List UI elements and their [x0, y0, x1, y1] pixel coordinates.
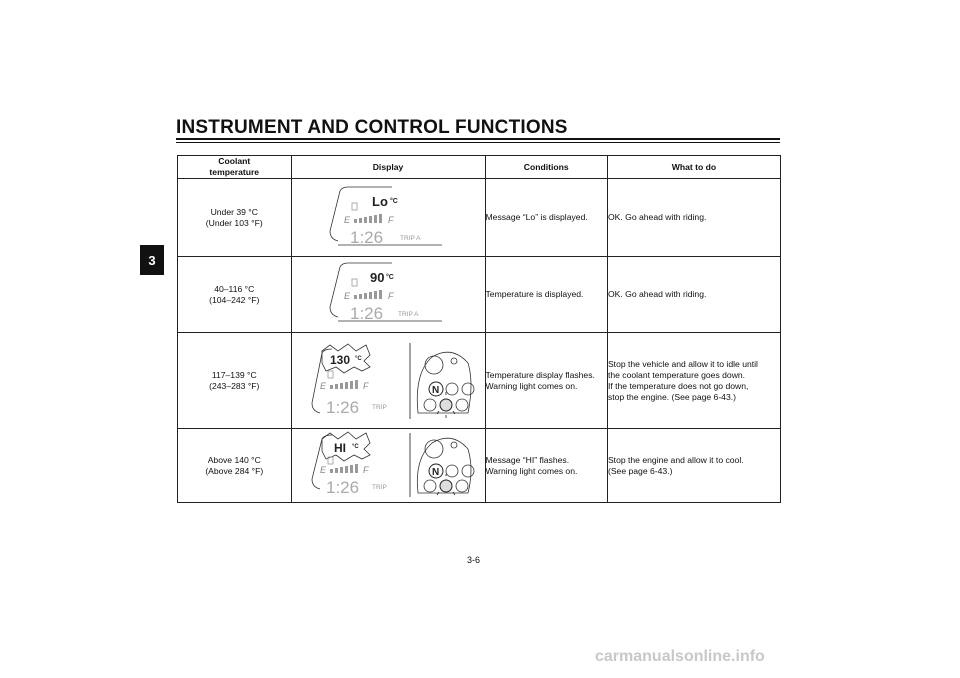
temperature-readout: HI	[333, 441, 346, 455]
fi-light-icon	[446, 383, 458, 395]
what-to-do-cell: OK. Go ahead with riding.	[607, 257, 780, 333]
fuel-gauge-bars	[330, 380, 358, 389]
trip-label: TRIP A	[397, 311, 418, 318]
turn-left-icon	[424, 480, 436, 492]
conditions-cell: Temperature display flashes. Warning light comes on.	[485, 333, 607, 429]
full-label: F	[387, 215, 394, 225]
clock-readout: 1:26	[325, 478, 359, 497]
clock-readout: 1:26	[325, 398, 359, 417]
temperature-cell: Under 39 °C (Under 103 °F)	[178, 179, 292, 257]
full-label: F	[362, 381, 369, 391]
unit-label: °C	[385, 274, 394, 281]
display-cell	[291, 257, 485, 333]
temperature-cell: 117–139 °C (243–283 °F)	[178, 333, 292, 429]
empty-label: E	[343, 215, 350, 225]
turn-right-icon	[456, 399, 468, 411]
coolant-temperature-table	[177, 155, 781, 503]
table-row	[178, 257, 781, 333]
full-label: F	[387, 291, 394, 301]
fuel-gauge-bars	[354, 214, 382, 223]
page-title: INSTRUMENT AND CONTROL FUNCTIONS	[176, 117, 568, 138]
tachometer-icon	[425, 440, 443, 458]
fuel-pump-icon	[352, 279, 357, 286]
fuel-pump-icon	[352, 203, 357, 210]
temperature-cell: Above 140 °C (Above 284 °F)	[178, 429, 292, 503]
coolant-warning-light-icon	[440, 480, 452, 492]
title-rule	[176, 138, 780, 140]
chapter-tab: 3	[140, 245, 164, 275]
header-display: Display	[291, 156, 485, 179]
header-what-to-do: What to do	[607, 156, 780, 179]
clock-readout: 1:26	[349, 304, 383, 323]
table-row	[178, 429, 781, 503]
temperature-cell: 40–116 °C (104–242 °F)	[178, 257, 292, 333]
empty-label: E	[319, 381, 326, 391]
temperature-readout: 90	[369, 270, 384, 285]
clock-readout: 1:26	[349, 228, 383, 247]
lcd-warning-illustration	[292, 429, 485, 499]
empty-label: E	[319, 465, 326, 475]
fuel-pump-icon	[328, 371, 333, 378]
display-cell	[291, 333, 485, 429]
lcd-warning-illustration	[292, 333, 485, 425]
table-row	[178, 179, 781, 257]
fi-light-icon	[446, 465, 458, 477]
empty-label: E	[343, 291, 350, 301]
header-coolant: Coolant temperature	[178, 156, 292, 179]
unit-label: °C	[389, 198, 398, 205]
temperature-readout: 130	[329, 353, 350, 367]
conditions-cell: Message “HI” flashes. Warning light comes on.	[485, 429, 607, 503]
conditions-cell: Temperature is displayed.	[485, 257, 607, 333]
display-cell	[291, 429, 485, 503]
unit-label: °C	[351, 444, 359, 450]
full-label: F	[362, 465, 369, 475]
neutral-label: N	[431, 467, 439, 478]
lcd-display-illustration	[292, 179, 485, 253]
what-to-do-cell: Stop the vehicle and allow it to idle until the coolant temperature goes down. If the temperature does not go down, stop the engine. (See page 6-43.)	[607, 333, 780, 429]
tachometer-icon	[425, 356, 443, 374]
what-to-do-cell: Stop the engine and allow it to cool. (See page 6-43.)	[607, 429, 780, 503]
header-conditions: Conditions	[485, 156, 607, 179]
trip-label: TRIP	[371, 404, 387, 411]
fuel-gauge-bars	[330, 464, 358, 473]
what-to-do-cell: OK. Go ahead with riding.	[607, 179, 780, 257]
table-header-row	[178, 156, 781, 179]
table-row	[178, 333, 781, 429]
turn-left-icon	[424, 399, 436, 411]
turn-right-icon	[456, 480, 468, 492]
lcd-display-illustration	[292, 257, 485, 329]
watermark: carmanualsonline.info	[595, 648, 765, 665]
title-rule-thin	[176, 142, 780, 143]
neutral-label: N	[431, 385, 439, 396]
temperature-readout: Lo	[371, 194, 388, 209]
conditions-cell: Message “Lo” is displayed.	[485, 179, 607, 257]
trip-label: TRIP	[371, 484, 387, 491]
page-number: 3-6	[467, 555, 481, 565]
oil-light-icon	[462, 383, 474, 395]
coolant-warning-light-icon	[440, 399, 452, 411]
display-cell	[291, 179, 485, 257]
oil-light-icon	[462, 465, 474, 477]
unit-label: °C	[354, 356, 362, 362]
fuel-gauge-bars	[354, 290, 382, 299]
trip-label: TRIP A	[399, 235, 420, 242]
